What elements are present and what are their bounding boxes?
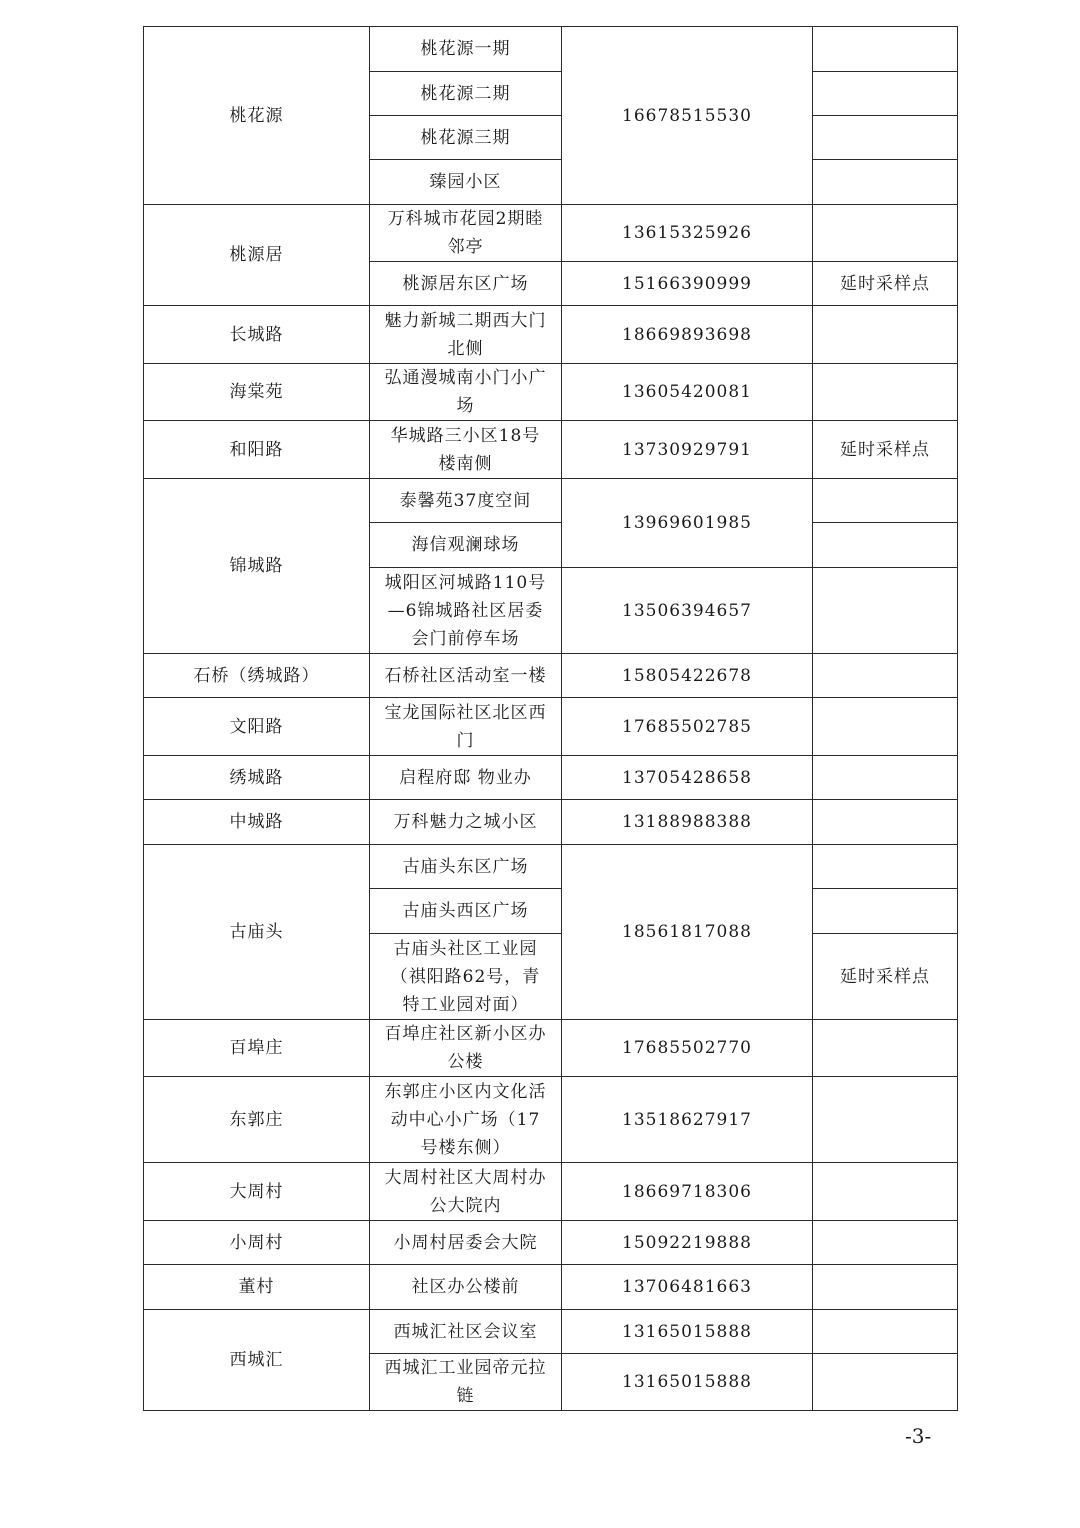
phone-cell: 17685502785 xyxy=(562,698,813,756)
table-row xyxy=(144,800,958,845)
phone-cell: 15092219888 xyxy=(562,1221,813,1265)
note-cell xyxy=(813,72,958,116)
phone-cell: 13518627917 xyxy=(562,1077,813,1163)
table-row xyxy=(144,756,958,800)
site-cell: 社区办公楼前 xyxy=(370,1265,562,1310)
community-cell: 西城汇 xyxy=(144,1310,370,1411)
community-cell: 锦城路 xyxy=(144,479,370,654)
note-cell xyxy=(813,756,958,800)
site-cell: 臻园小区 xyxy=(370,160,562,205)
community-cell: 董村 xyxy=(144,1265,370,1310)
site-cell: 海信观澜球场 xyxy=(370,523,562,568)
site-cell: 泰馨苑37度空间 xyxy=(370,479,562,523)
site-cell: 华城路三小区18号楼南侧 xyxy=(370,421,562,479)
note-cell xyxy=(813,654,958,698)
note-cell xyxy=(813,1265,958,1310)
phone-cell: 13605420081 xyxy=(562,364,813,421)
table-row xyxy=(144,421,958,479)
table-row xyxy=(144,845,958,889)
site-cell: 古庙头东区广场 xyxy=(370,845,562,889)
table-row xyxy=(144,205,958,262)
sampling-sites-table xyxy=(143,26,958,1411)
site-cell: 西城汇工业园帝元拉链 xyxy=(370,1354,562,1411)
community-cell: 东郭庄 xyxy=(144,1077,370,1163)
phone-cell: 18669718306 xyxy=(562,1163,813,1221)
phone-cell: 16678515530 xyxy=(562,27,813,205)
site-cell: 古庙头西区广场 xyxy=(370,889,562,934)
note-cell xyxy=(813,568,958,654)
phone-cell: 13730929791 xyxy=(562,421,813,479)
table-body xyxy=(144,27,958,1411)
phone-cell: 13615325926 xyxy=(562,205,813,262)
phone-cell: 15805422678 xyxy=(562,654,813,698)
page-number: -3- xyxy=(905,1424,932,1448)
note-cell xyxy=(813,364,958,421)
site-cell: 弘通漫城南小门小广场 xyxy=(370,364,562,421)
phone-cell: 13188988388 xyxy=(562,800,813,845)
site-cell: 城阳区河城路110号—6锦城路社区居委会门前停车场 xyxy=(370,568,562,654)
community-cell: 石桥（绣城路） xyxy=(144,654,370,698)
site-cell: 魅力新城二期西大门北侧 xyxy=(370,306,562,364)
note-cell xyxy=(813,306,958,364)
table-row xyxy=(144,1310,958,1354)
site-cell: 古庙头社区工业园（祺阳路62号，青特工业园对面） xyxy=(370,934,562,1020)
table-row xyxy=(144,1221,958,1265)
phone-cell: 13969601985 xyxy=(562,479,813,568)
note-cell: 延时采样点 xyxy=(813,934,958,1020)
phone-cell: 18669893698 xyxy=(562,306,813,364)
table-row xyxy=(144,479,958,523)
site-cell: 万科城市花园2期睦邻亭 xyxy=(370,205,562,262)
community-cell: 古庙头 xyxy=(144,845,370,1020)
community-cell: 长城路 xyxy=(144,306,370,364)
note-cell xyxy=(813,205,958,262)
community-cell: 大周村 xyxy=(144,1163,370,1221)
site-cell: 桃花源二期 xyxy=(370,72,562,116)
note-cell xyxy=(813,800,958,845)
table-row xyxy=(144,654,958,698)
note-cell: 延时采样点 xyxy=(813,421,958,479)
note-cell xyxy=(813,116,958,160)
site-cell: 小周村居委会大院 xyxy=(370,1221,562,1265)
site-cell: 西城汇社区会议室 xyxy=(370,1310,562,1354)
note-cell xyxy=(813,1020,958,1077)
note-cell xyxy=(813,1310,958,1354)
note-cell xyxy=(813,523,958,568)
phone-cell: 13165015888 xyxy=(562,1310,813,1354)
site-cell: 石桥社区活动室一楼 xyxy=(370,654,562,698)
site-cell: 桃花源一期 xyxy=(370,27,562,72)
table-row xyxy=(144,1163,958,1221)
site-cell: 百埠庄社区新小区办公楼 xyxy=(370,1020,562,1077)
phone-cell: 13165015888 xyxy=(562,1354,813,1411)
community-cell: 桃花源 xyxy=(144,27,370,205)
site-cell: 桃花源三期 xyxy=(370,116,562,160)
table-row xyxy=(144,27,958,72)
community-cell: 桃源居 xyxy=(144,205,370,306)
table-row xyxy=(144,698,958,756)
phone-cell: 13705428658 xyxy=(562,756,813,800)
community-cell: 小周村 xyxy=(144,1221,370,1265)
community-cell: 和阳路 xyxy=(144,421,370,479)
note-cell xyxy=(813,1354,958,1411)
note-cell xyxy=(813,1163,958,1221)
note-cell: 延时采样点 xyxy=(813,262,958,306)
note-cell xyxy=(813,845,958,889)
community-cell: 文阳路 xyxy=(144,698,370,756)
site-cell: 东郭庄小区内文化活动中心小广场（17号楼东侧） xyxy=(370,1077,562,1163)
table-row xyxy=(144,1020,958,1077)
note-cell xyxy=(813,1077,958,1163)
community-cell: 百埠庄 xyxy=(144,1020,370,1077)
community-cell: 海棠苑 xyxy=(144,364,370,421)
note-cell xyxy=(813,698,958,756)
note-cell xyxy=(813,479,958,523)
phone-cell: 17685502770 xyxy=(562,1020,813,1077)
community-cell: 绣城路 xyxy=(144,756,370,800)
table-row xyxy=(144,1265,958,1310)
site-cell: 大周村社区大周村办公大院内 xyxy=(370,1163,562,1221)
site-cell: 万科魅力之城小区 xyxy=(370,800,562,845)
site-cell: 桃源居东区广场 xyxy=(370,262,562,306)
site-cell: 启程府邸 物业办 xyxy=(370,756,562,800)
phone-cell: 18561817088 xyxy=(562,845,813,1020)
phone-cell: 13506394657 xyxy=(562,568,813,654)
phone-cell: 13706481663 xyxy=(562,1265,813,1310)
table-row xyxy=(144,306,958,364)
community-cell: 中城路 xyxy=(144,800,370,845)
phone-cell: 15166390999 xyxy=(562,262,813,306)
table-row xyxy=(144,1077,958,1163)
note-cell xyxy=(813,889,958,934)
note-cell xyxy=(813,1221,958,1265)
note-cell xyxy=(813,27,958,72)
table-row xyxy=(144,364,958,421)
note-cell xyxy=(813,160,958,205)
site-cell: 宝龙国际社区北区西门 xyxy=(370,698,562,756)
